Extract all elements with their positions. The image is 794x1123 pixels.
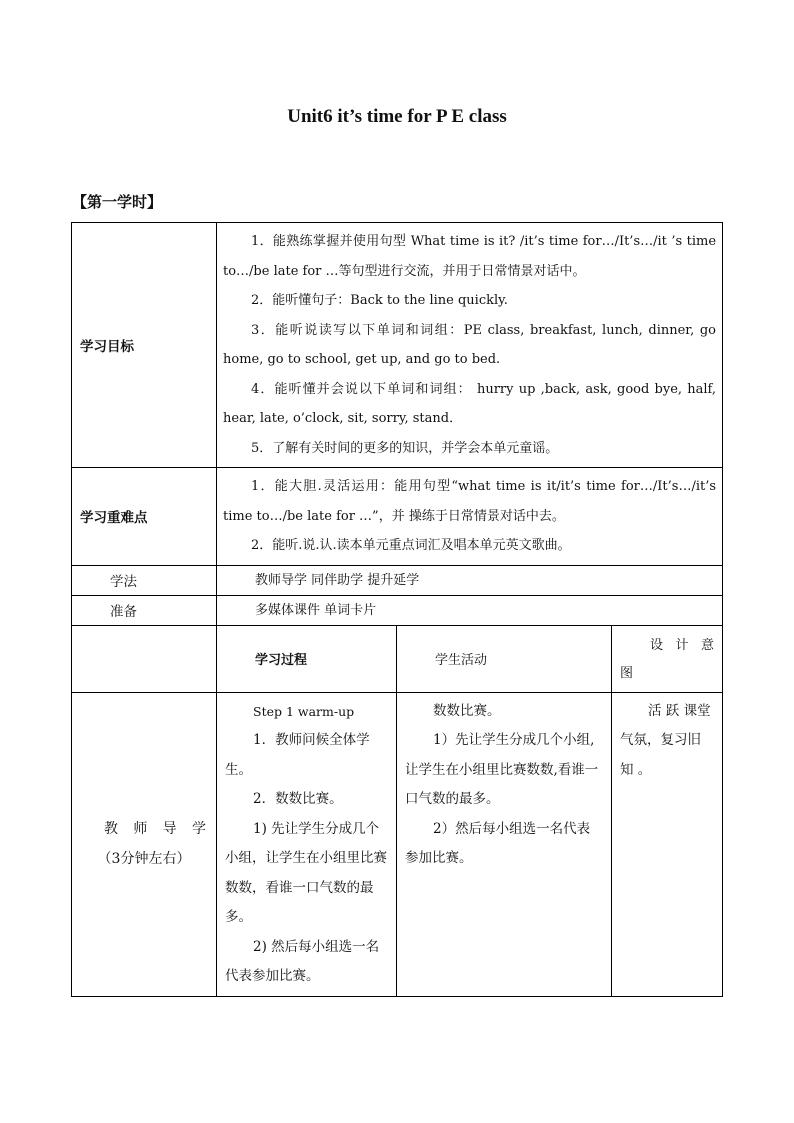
- header-empty-cell: [72, 625, 217, 692]
- process-line: 2) 然后每小组选一名代表参加比赛。: [225, 938, 380, 984]
- header-student: 学生活动: [397, 625, 612, 692]
- teach-student: [397, 692, 612, 996]
- teach-label-line2: （3分钟左右）: [97, 851, 191, 867]
- prep-value: 多媒体课件 单词卡片: [217, 595, 723, 625]
- goals-line: 4．能听懂并会说以下单词和词组： hurry up ,back, ask, good bye, half, hear, late, o’clock, sit, sorry, stand．: [223, 381, 717, 426]
- goals-line: 1．能熟练掌握并使用句型 What time is it? /it’s time for…/It’s…/it ’s time to…/be late for …等句型进行交流，并用于日常情景对话中。: [223, 234, 717, 279]
- section-label: 【第一学时】: [72, 193, 163, 211]
- process-line: 2．数数比赛。: [253, 791, 343, 807]
- goals-line: 2．能听懂句子：Back to the line quickly.: [251, 293, 508, 308]
- key-points-content: [217, 468, 723, 566]
- row-key-points: [72, 468, 723, 566]
- teach-label: [72, 692, 217, 996]
- header-design-line1: 设 计 意: [650, 637, 715, 653]
- goals-line: 5．了解有关时间的更多的知识，并学会本单元童谣。: [251, 440, 559, 456]
- row-prep: [72, 595, 723, 625]
- row-goals: [72, 223, 723, 468]
- teach-label-line1: 教 师 导 学: [104, 821, 206, 837]
- goals-label: 学习目标: [72, 223, 217, 468]
- prep-label: 准备: [72, 595, 217, 625]
- key-points-line: 2．能听.说.认.读本单元重点词汇及唱本单元英文歌曲。: [251, 538, 571, 553]
- process-line: 1．教师问候全体学生。: [225, 732, 370, 778]
- teach-design: [612, 692, 723, 996]
- student-line: 2）然后每小组选一名代表参加比赛。: [405, 820, 591, 866]
- goals-line: 3．能听说读写以下单词和词组：PE class, breakfast, lunch, dinner, go home, go to school, get up, and go to bed.: [223, 322, 717, 367]
- row-header: [72, 625, 723, 692]
- goals-content: [217, 223, 723, 468]
- header-design-line2: 图: [620, 665, 634, 681]
- key-points-label: 学习重难点: [72, 468, 217, 566]
- teach-process: [217, 692, 397, 996]
- design-line: 活 跃 课堂气氛，复习旧知 。: [620, 702, 711, 778]
- process-line: Step 1 warm-up: [253, 703, 355, 719]
- header-process: 学习过程: [217, 625, 397, 692]
- method-value: 教师导学 同伴助学 提升延学: [217, 565, 723, 595]
- student-line: 数数比赛。: [433, 702, 501, 719]
- row-method: [72, 565, 723, 595]
- row-teach: [72, 692, 723, 996]
- page-title: Unit6 it’s time for P E class: [287, 106, 507, 127]
- process-line: 1) 先让学生分成几个小组，让学生在小组里比赛数数，看谁一口气数的最多。: [225, 820, 387, 925]
- lesson-plan-table: [71, 222, 723, 997]
- header-design: [612, 625, 723, 692]
- method-label: 学法: [72, 565, 217, 595]
- key-points-line: 1．能大胆.灵活运用：能用句型“what time is it/it’s time for…/It’s…/it’s time to…/be late for …”，并 操练于日常情景对话中去。: [223, 479, 717, 524]
- student-line: 1）先让学生分成几个小组,让学生在小组里比赛数数,看谁一口气数的最多。: [405, 732, 599, 807]
